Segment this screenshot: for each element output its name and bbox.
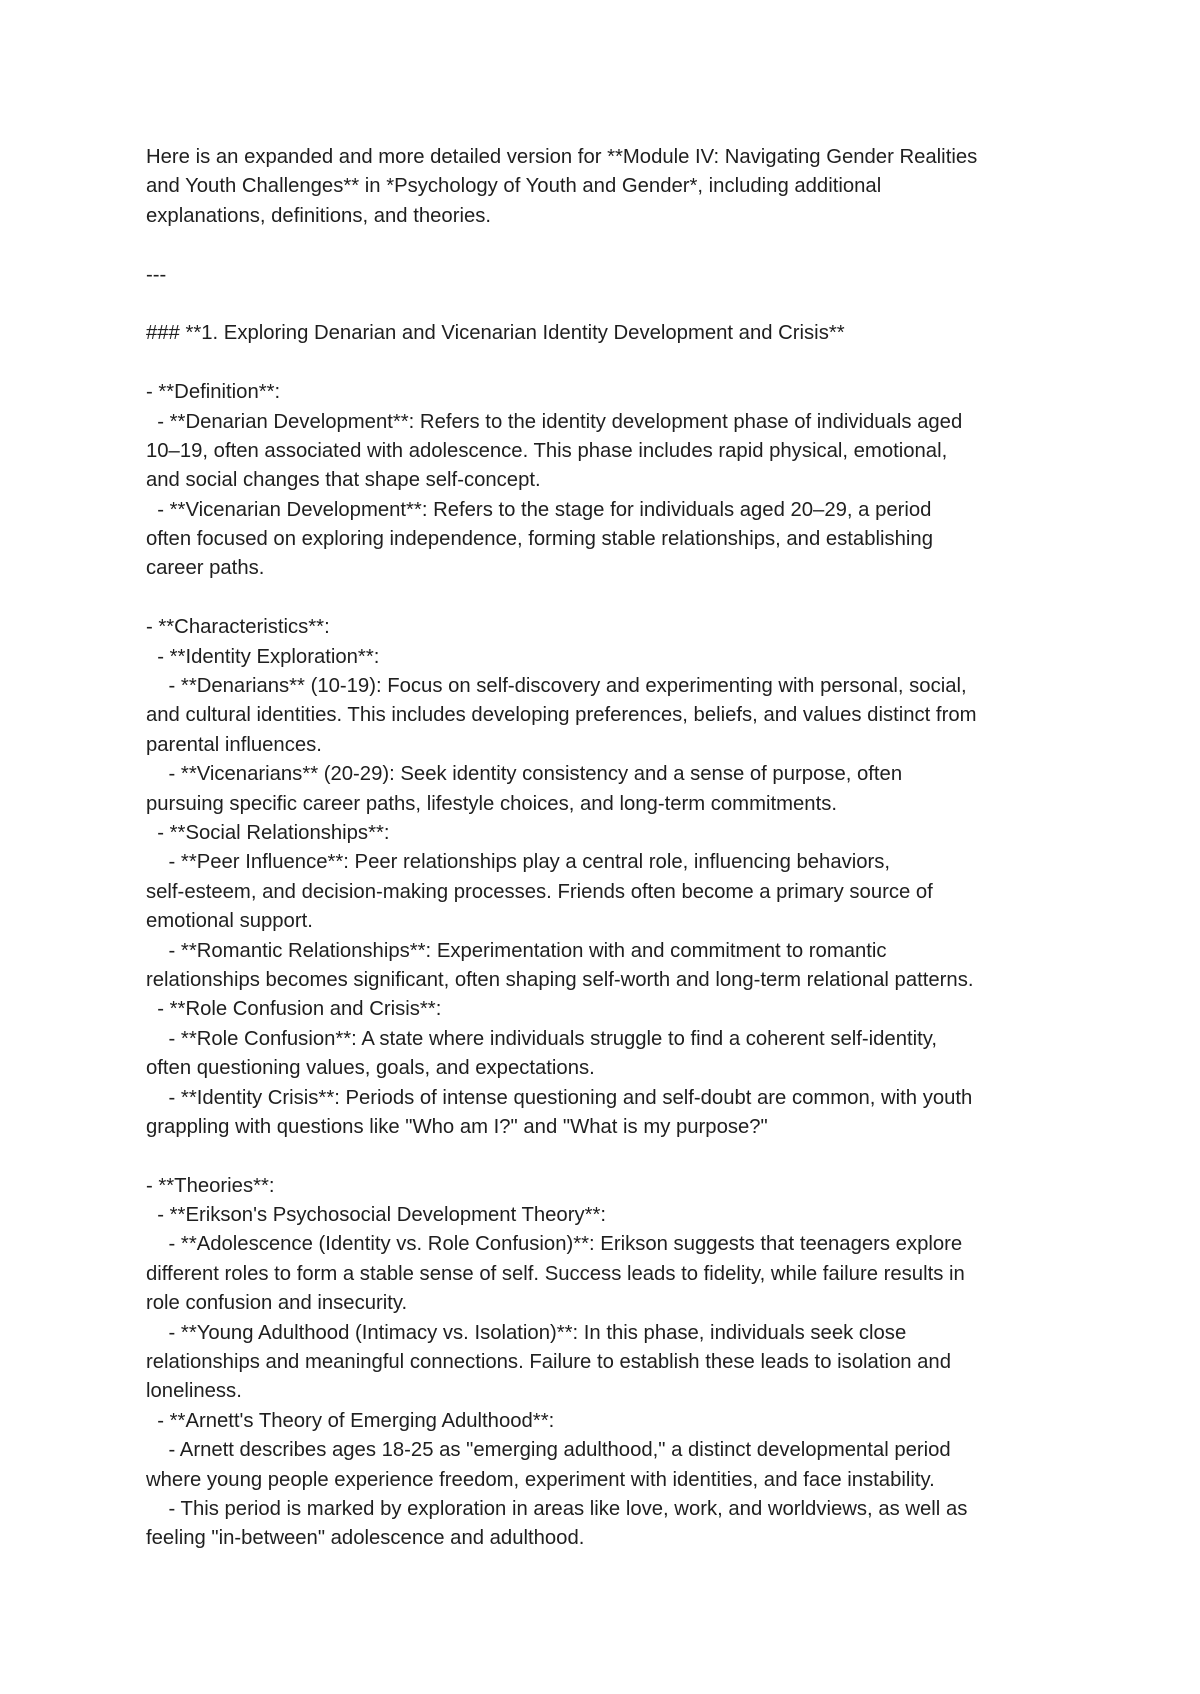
text-line: - Arnett describes ages 18-25 as "emerging adulthood," a distinct developmental period [146,1439,951,1462]
text-line: different roles to form a stable sense of self. Success leads to fidelity, while failure results in [146,1262,965,1285]
text-line: and cultural identities. This includes developing preferences, beliefs, and values distinct from [146,704,977,727]
text-line: --- [146,263,167,286]
text-line: - **Role Confusion and Crisis**: [146,998,442,1021]
text-line: feeling "in-between" adolescence and adulthood. [146,1527,585,1550]
blank-line [146,231,1106,260]
text-line: parental influences. [146,733,322,756]
blank-line [146,584,1106,613]
text-line: 10–19, often associated with adolescence. This phase includes rapid physical, emotional, [146,439,948,462]
text-line: - **Peer Influence**: Peer relationships play a central role, influencing behaviors, [146,851,891,874]
text-line: - **Adolescence (Identity vs. Role Confusion)**: Erikson suggests that teenagers explore [146,1233,963,1256]
text-line: - **Denarian Development**: Refers to the identity development phase of individuals aged [146,410,963,433]
text-line: - **Identity Exploration**: [146,645,380,668]
text-line: - **Vicenarian Development**: Refers to the stage for individuals aged 20–29, a period [146,498,932,521]
text-line: - **Identity Crisis**: Periods of intense questioning and self-doubt are common, with youth [146,1086,973,1109]
text-line: ### **1. Exploring Denarian and Vicenarian Identity Development and Crisis** [146,322,845,345]
text-line: - **Social Relationships**: [146,821,390,844]
text-line: relationships and meaningful connections. Failure to establish these leads to isolation and [146,1351,951,1374]
text-line: explanations, definitions, and theories. [146,204,492,227]
text-line: role confusion and insecurity. [146,1292,408,1315]
text-line: and Youth Challenges** in *Psychology of Youth and Gender*, including additional [146,175,882,198]
text-line: - **Theories**: [146,1174,275,1197]
text-line: - **Denarians** (10-19): Focus on self-discovery and experimenting with personal, social, [146,675,967,698]
text-line: - **Vicenarians** (20-29): Seek identity consistency and a sense of purpose, often [146,763,903,786]
text-line: - **Romantic Relationships**: Experimentation with and commitment to romantic [146,939,887,962]
text-line: self-esteem, and decision-making processes. Friends often become a primary source of [146,880,933,903]
text-line: - **Role Confusion**: A state where individuals struggle to find a coherent self-identity, [146,1027,938,1050]
text-line: often questioning values, goals, and expectations. [146,1057,595,1080]
text-line: - **Erikson's Psychosocial Development Theory**: [146,1204,607,1227]
text-line: - **Definition**: [146,381,281,404]
text-line: where young people experience freedom, experiment with identities, and face instability. [146,1468,935,1491]
text-line: emotional support. [146,910,313,933]
text-line: pursuing specific career paths, lifestyle choices, and long-term commitments. [146,792,837,815]
text-line: loneliness. [146,1380,242,1403]
text-line: and social changes that shape self-concept. [146,469,541,492]
text-line: - This period is marked by exploration in areas like love, work, and worldviews, as well as [146,1497,968,1520]
blank-line [146,1142,1106,1171]
document-page [146,143,1106,1554]
text-line: relationships becomes significant, often shaping self-worth and long-term relational patterns. [146,968,974,991]
blank-line [146,349,1106,378]
text-line: Here is an expanded and more detailed version for **Module IV: Navigating Gender Realities [146,146,978,168]
text-line: - **Arnett's Theory of Emerging Adulthood**: [146,1409,555,1432]
blank-line [146,290,1106,319]
text-line: career paths. [146,557,265,580]
text-line: - **Characteristics**: [146,616,330,639]
text-line: grappling with questions like "Who am I?" and "What is my purpose?" [146,1115,768,1138]
text-line: often focused on exploring independence, forming stable relationships, and establishing [146,528,933,551]
text-line: - **Young Adulthood (Intimacy vs. Isolation)**: In this phase, individuals seek close [146,1321,907,1344]
